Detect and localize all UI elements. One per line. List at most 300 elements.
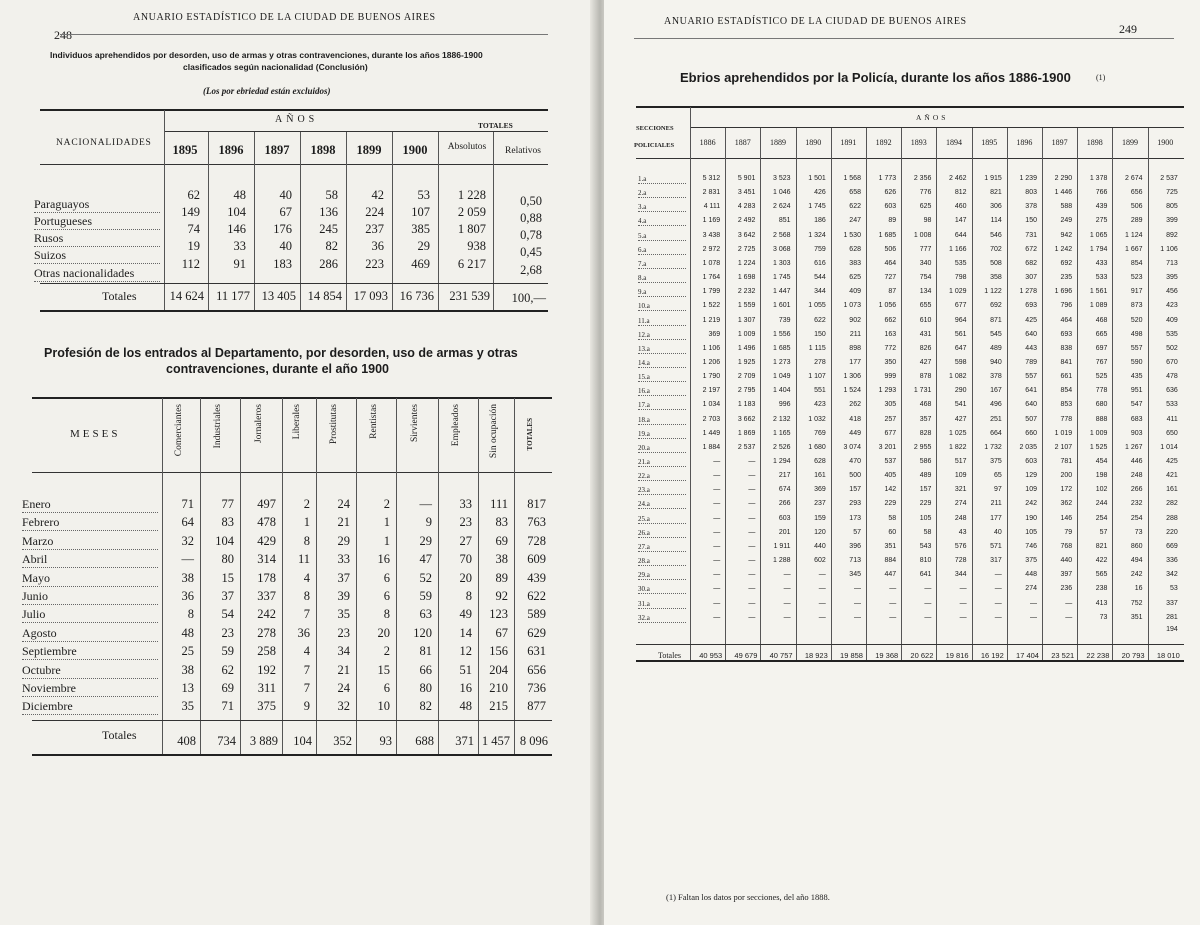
table-cell: 7	[303, 663, 310, 677]
table-cell: 29	[417, 239, 430, 253]
table-cell: 176	[273, 222, 292, 236]
table-cell: 736	[527, 681, 546, 695]
table-cell: 1 522	[702, 302, 721, 309]
month-label: Julio	[22, 607, 158, 623]
total-cell: 17 093	[353, 289, 388, 303]
table-cell: 425	[1166, 458, 1178, 465]
table-cell: 2 462	[949, 175, 967, 182]
table-cell: 1 169	[702, 217, 721, 224]
total-cell: 40 953	[699, 651, 723, 660]
table-cell: 235	[1060, 274, 1073, 281]
table-cell: 772	[884, 345, 897, 352]
table-cell: 435	[1130, 373, 1143, 380]
table-cell: 39	[337, 589, 350, 603]
table-cell: —	[889, 600, 897, 607]
column-header: Sirvientes	[410, 404, 420, 442]
row-label: Suizos	[34, 248, 160, 264]
table-cell: 245	[319, 222, 338, 236]
table-cell: 71	[181, 497, 194, 511]
table-cell: 769	[814, 430, 826, 437]
table-cell: 851	[778, 217, 791, 224]
table-cell: 727	[884, 274, 897, 281]
totals-subheader: Absolutos	[447, 142, 487, 152]
table-cell: 892	[1166, 232, 1178, 239]
table-cell: 2	[303, 497, 310, 511]
table-cell: 67	[279, 205, 292, 219]
table-cell: 405	[884, 472, 897, 479]
table-cell: —	[853, 600, 861, 607]
table-cell: 23	[337, 626, 350, 640]
table-cell: 1 732	[984, 444, 1002, 451]
section-label: 14.a	[638, 359, 686, 368]
table-cell: —	[818, 571, 826, 578]
table-cell: 502	[1166, 345, 1178, 352]
table-cell: 1 447	[773, 288, 791, 295]
table-cell: 535	[954, 260, 967, 267]
total-cell: 22 238	[1086, 651, 1110, 660]
table-cell: 656	[527, 663, 546, 677]
table-cell: 821	[990, 189, 1002, 196]
table-cell: 5 312	[702, 175, 721, 182]
section-label: 17.a	[638, 401, 686, 410]
table-cell: 1 764	[702, 274, 721, 281]
table-cell: 1 807	[457, 222, 486, 236]
table-cell: 62	[187, 188, 200, 202]
total-cell: 3 889	[249, 734, 278, 748]
table-cell: 317	[990, 557, 1002, 564]
left-page	[0, 0, 596, 925]
table-cell: 409	[1166, 317, 1178, 324]
table-cell: 2 795	[737, 387, 756, 394]
table-cell: 54	[221, 607, 234, 621]
table-cell: 8	[303, 589, 310, 603]
table-cell: 507	[1025, 416, 1037, 423]
table-cell: 237	[365, 222, 384, 236]
table-cell: 150	[1025, 217, 1037, 224]
table-cell: 177	[849, 359, 861, 366]
table-cell: 2 492	[737, 217, 756, 224]
year-header: 1896	[218, 143, 244, 157]
table3-stub-header-2: POLICIALES	[634, 142, 675, 149]
table-cell: 4 283	[737, 203, 756, 210]
column-header: Jornaleros	[254, 404, 264, 444]
year-header: 1897	[264, 143, 290, 157]
table-cell: 102	[1095, 486, 1108, 493]
table-cell: 98	[923, 217, 932, 224]
table-cell: 3 642	[737, 232, 756, 239]
table-cell: 447	[884, 571, 897, 578]
total-cell: 18 923	[804, 651, 828, 660]
table-cell: 1 055	[808, 302, 826, 309]
table-cell: 2 725	[737, 246, 756, 253]
table-cell: 395	[1166, 274, 1178, 281]
table-cell: 1 267	[1125, 444, 1143, 451]
table-cell: 622	[527, 589, 546, 603]
table-cell: 626	[884, 189, 897, 196]
table-cell: 27	[459, 534, 472, 548]
table-cell: 1 680	[808, 444, 826, 451]
table-cell: 661	[1060, 373, 1073, 380]
table2-totals-rule	[32, 720, 552, 721]
table-cell: 59	[221, 644, 234, 658]
table-cell: 1 601	[773, 302, 791, 309]
table-cell: 201	[778, 529, 791, 536]
column-header: Liberales	[292, 404, 302, 440]
table-cell: 1 029	[949, 288, 967, 295]
table-cell: 422	[1095, 557, 1108, 564]
table-cell: 677	[884, 430, 897, 437]
table-cell: —	[924, 600, 932, 607]
table-cell: 350	[884, 359, 897, 366]
table-cell: 489	[919, 472, 932, 479]
table-cell: 74	[187, 222, 200, 236]
column-header: Empleados	[451, 404, 461, 447]
table-cell: 778	[1060, 416, 1073, 423]
table-cell: 1 303	[773, 260, 791, 267]
table-cell: 5 901	[737, 175, 756, 182]
table-cell: 625	[849, 274, 861, 281]
total-cell: 17 404	[1016, 651, 1039, 660]
table-cell: 1 378	[1089, 175, 1108, 182]
table-cell: 2,68	[520, 263, 542, 277]
section-label: 28.a	[638, 557, 686, 566]
table-cell: 602	[814, 557, 826, 564]
table-cell: 469	[411, 257, 430, 271]
table-cell: 2 537	[1160, 175, 1178, 182]
year-header: 1895	[981, 138, 998, 147]
year-header: 1897	[1051, 138, 1068, 147]
table-cell: 884	[884, 557, 897, 564]
table-cell: 1	[383, 515, 390, 529]
table-cell: 83	[495, 515, 508, 529]
table-cell: 669	[1166, 543, 1178, 550]
table-cell: 664	[990, 430, 1002, 437]
table-cell: —	[994, 600, 1002, 607]
table-cell: 561	[954, 331, 967, 338]
table-cell: 571	[990, 543, 1002, 550]
table-cell: 543	[919, 543, 932, 550]
table-cell: 2 059	[457, 205, 486, 219]
table-cell: 796	[1060, 302, 1073, 309]
table-cell: —	[713, 529, 721, 536]
total-cell: 8 096	[519, 734, 548, 748]
table-cell: 16	[459, 681, 472, 695]
table2-stub-header: MESES	[70, 428, 121, 440]
table-cell: —	[889, 614, 897, 621]
table-cell: 16	[1134, 585, 1143, 592]
table-cell: —	[713, 585, 721, 592]
table-cell: 693	[1025, 302, 1037, 309]
table-cell: 423	[1166, 302, 1178, 309]
table1-totals-rule	[40, 283, 548, 284]
year-header: 1898	[310, 143, 336, 157]
table-cell: 358	[990, 274, 1002, 281]
table-cell: 1 559	[737, 302, 756, 309]
table-cell: —	[748, 614, 756, 621]
section-label: 4.a	[638, 217, 686, 226]
table-cell: 378	[990, 373, 1002, 380]
table-cell: 853	[1060, 401, 1073, 408]
month-label: Junio	[22, 589, 158, 605]
table-cell: 439	[527, 571, 546, 585]
table-cell: 1 009	[737, 331, 756, 338]
section-label: 21.a	[638, 458, 686, 467]
table-cell: 523	[1130, 274, 1143, 281]
table-cell: 142	[884, 486, 897, 493]
table-cell: 25	[181, 644, 194, 658]
table-cell: 2 197	[702, 387, 721, 394]
table-cell: 728	[527, 534, 546, 548]
table-cell: 1 166	[949, 246, 967, 253]
table-cell: 520	[1130, 317, 1143, 324]
table-cell: 11	[297, 552, 310, 566]
table-cell: 80	[419, 681, 432, 695]
table-cell: —	[713, 571, 721, 578]
table-cell: 821	[1095, 543, 1108, 550]
section-label: 9.a	[638, 288, 686, 297]
table-cell: 2 537	[737, 444, 756, 451]
table-cell: 547	[1130, 401, 1143, 408]
table-cell: 603	[778, 515, 791, 522]
table-cell: 674	[778, 486, 791, 493]
table-cell: 340	[919, 260, 932, 267]
table-cell: 1 446	[1054, 189, 1073, 196]
table1-title-line1: Individuos aprehendidos por desorden, uso de armas y otras contravenciones, durante los años 1886-1900	[50, 50, 483, 60]
table-cell: 644	[954, 232, 967, 239]
table-cell: —	[748, 529, 756, 536]
table-cell: 120	[413, 626, 432, 640]
section-label: 24.a	[638, 500, 686, 509]
table-cell: 746	[1025, 543, 1037, 550]
table-cell: 448	[1025, 571, 1037, 578]
table-cell: 3 523	[773, 175, 791, 182]
table-cell: —	[713, 458, 721, 465]
table-cell: 89	[495, 571, 508, 585]
table-cell: —	[748, 557, 756, 564]
section-label: 23.a	[638, 486, 686, 495]
table-cell: 878	[919, 373, 932, 380]
table-cell: 157	[849, 486, 861, 493]
table-cell: 2 356	[913, 175, 932, 182]
table-cell: 23	[221, 626, 234, 640]
table-cell: 841	[1060, 359, 1073, 366]
table-cell: —	[713, 543, 721, 550]
table-cell: 288	[1166, 515, 1178, 522]
table-cell: 38	[495, 552, 508, 566]
table-cell: 161	[814, 472, 826, 479]
table-cell: 7	[303, 681, 310, 695]
table-cell: 258	[257, 644, 276, 658]
table-cell: 211	[990, 500, 1002, 507]
table-cell: 33	[233, 239, 246, 253]
table-cell: 0,50	[520, 194, 542, 208]
table-cell: 149	[181, 205, 200, 219]
table-cell: —	[181, 552, 194, 566]
table1-years-header: AÑOS	[275, 114, 319, 125]
table-cell: 964	[954, 317, 967, 324]
table-cell: 396	[849, 543, 861, 550]
table-cell: 768	[1060, 543, 1073, 550]
table-cell: 69	[221, 681, 234, 695]
page-number: 249	[1119, 22, 1137, 36]
total-cell: 1 457	[481, 734, 510, 748]
table-cell: 1 790	[702, 373, 721, 380]
section-label: 18.a	[638, 416, 686, 425]
table-cell: —	[783, 600, 791, 607]
table-cell: 69	[495, 534, 508, 548]
table-cell: 1 911	[773, 543, 791, 550]
table-cell: 1 667	[1125, 246, 1143, 253]
table3-years-header: AÑOS	[916, 113, 949, 122]
table-cell: 249	[1060, 217, 1073, 224]
table-cell: 129	[1025, 472, 1037, 479]
totals-subheader: Relativos	[505, 146, 541, 156]
table-cell: 0,45	[520, 245, 542, 259]
section-label: 6.a	[638, 246, 686, 255]
row-label: Portugueses	[34, 214, 160, 230]
table-cell: 15	[221, 571, 234, 585]
totals-label: Totales	[658, 651, 681, 660]
table-cell: 778	[1095, 387, 1108, 394]
month-label: Marzo	[22, 534, 158, 550]
table-cell: 257	[884, 416, 897, 423]
table-cell: 290	[954, 387, 967, 394]
table-cell: 1 525	[1089, 444, 1108, 451]
table-cell: 427	[954, 416, 967, 423]
table-cell: —	[783, 614, 791, 621]
table-cell: 156	[489, 644, 508, 658]
table-cell: 53	[1169, 585, 1178, 592]
table-cell: 2 624	[773, 203, 791, 210]
total-cell: 11 177	[216, 289, 250, 303]
table-cell: —	[713, 600, 721, 607]
table-cell: 6	[383, 571, 390, 585]
table-cell: 289	[1130, 217, 1143, 224]
table-cell: 19	[187, 239, 200, 253]
table-cell: 3 438	[702, 232, 721, 239]
table-cell: 1 014	[1160, 444, 1178, 451]
table-cell: 172	[1060, 486, 1073, 493]
table-cell: 660	[1025, 430, 1037, 437]
table-cell: 274	[954, 500, 967, 507]
table-cell: 1 884	[702, 444, 721, 451]
section-label: 25.a	[638, 515, 686, 524]
table-cell: 1 501	[808, 175, 826, 182]
table2-bottom-rule	[32, 754, 552, 756]
table-cell: 647	[954, 345, 967, 352]
table-cell: 6	[383, 681, 390, 695]
table-cell: —	[853, 614, 861, 621]
table1-title-line2: clasificados según nacionalidad (Conclusión)	[183, 62, 368, 72]
table-cell: 53	[417, 188, 430, 202]
total-cell: 23 521	[1051, 651, 1075, 660]
table-cell: 236	[1060, 585, 1073, 592]
table-cell: —	[419, 497, 432, 511]
table-cell: 446	[1130, 458, 1143, 465]
column-header: Industriales	[213, 404, 223, 449]
table-cell: —	[818, 614, 826, 621]
table-cell: 1 046	[773, 189, 791, 196]
table-cell: 478	[257, 515, 276, 529]
table-cell: 812	[954, 189, 967, 196]
table-cell: 248	[954, 515, 967, 522]
section-label: 29.a	[638, 571, 686, 580]
table-cell: 136	[319, 205, 338, 219]
table-cell: 2	[383, 497, 390, 511]
year-header: 1886	[699, 138, 716, 147]
table-cell: 557	[1025, 373, 1037, 380]
table-cell: 656	[1130, 189, 1143, 196]
table-cell: 3 662	[737, 416, 756, 423]
table-cell: —	[924, 585, 932, 592]
table-cell: 805	[1166, 203, 1178, 210]
total-cell: 408	[177, 734, 196, 748]
total-cell: 20 793	[1121, 651, 1145, 660]
table1-stub-header: NACIONALIDADES	[56, 138, 152, 148]
table-cell: 999	[884, 373, 897, 380]
table-cell: 62	[221, 663, 234, 677]
table-cell: 32	[181, 534, 194, 548]
table-cell: 79	[1064, 529, 1073, 536]
table-cell: 385	[411, 222, 430, 236]
table-cell: 1 107	[808, 373, 826, 380]
table-cell: 224	[365, 205, 384, 219]
year-header: 1898	[1086, 138, 1103, 147]
table-cell: 251	[990, 416, 1002, 423]
table-cell: 427	[919, 359, 932, 366]
table-cell: 274	[1025, 585, 1037, 592]
table-cell: 232	[1130, 500, 1143, 507]
table-cell: 426	[814, 189, 826, 196]
table-cell: 211	[849, 331, 861, 338]
table-cell: 2 132	[773, 416, 791, 423]
table-cell: 266	[1130, 486, 1143, 493]
total-cell: 20 622	[910, 651, 934, 660]
table-cell: 1 106	[702, 345, 721, 352]
column-header: Sin ocupación	[489, 404, 499, 459]
table-cell: 220	[1166, 529, 1178, 536]
table-cell: 9	[303, 699, 310, 713]
month-label: Agosto	[22, 626, 158, 642]
table-cell: 15	[377, 663, 390, 677]
table-cell: 24	[337, 497, 350, 511]
table-cell: 789	[1025, 359, 1037, 366]
table-cell: —	[1065, 614, 1073, 621]
table-cell: 20	[377, 626, 390, 640]
table-cell: 496	[990, 401, 1002, 408]
table3-bottom-rule	[636, 660, 1184, 662]
table-cell: 48	[459, 699, 472, 713]
column-header: TOTALES	[526, 418, 534, 451]
table-cell: 32	[337, 699, 350, 713]
table-cell: 2 107	[1054, 444, 1073, 451]
table-cell: —	[713, 500, 721, 507]
table-cell: 557	[1130, 345, 1143, 352]
table-cell: 47	[419, 552, 432, 566]
table-cell: 40	[993, 529, 1002, 536]
table-cell: 1 915	[984, 175, 1002, 182]
table-cell: 431	[919, 331, 932, 338]
table-cell: 1 449	[702, 430, 721, 437]
table-cell: —	[994, 585, 1002, 592]
table-cell: 146	[227, 222, 246, 236]
table-cell: 544	[814, 274, 826, 281]
table-cell: 697	[1095, 345, 1108, 352]
right-page	[604, 0, 1200, 925]
table-cell: 36	[297, 626, 310, 640]
table-cell: 1 685	[878, 232, 897, 239]
table-cell: 677	[954, 302, 967, 309]
